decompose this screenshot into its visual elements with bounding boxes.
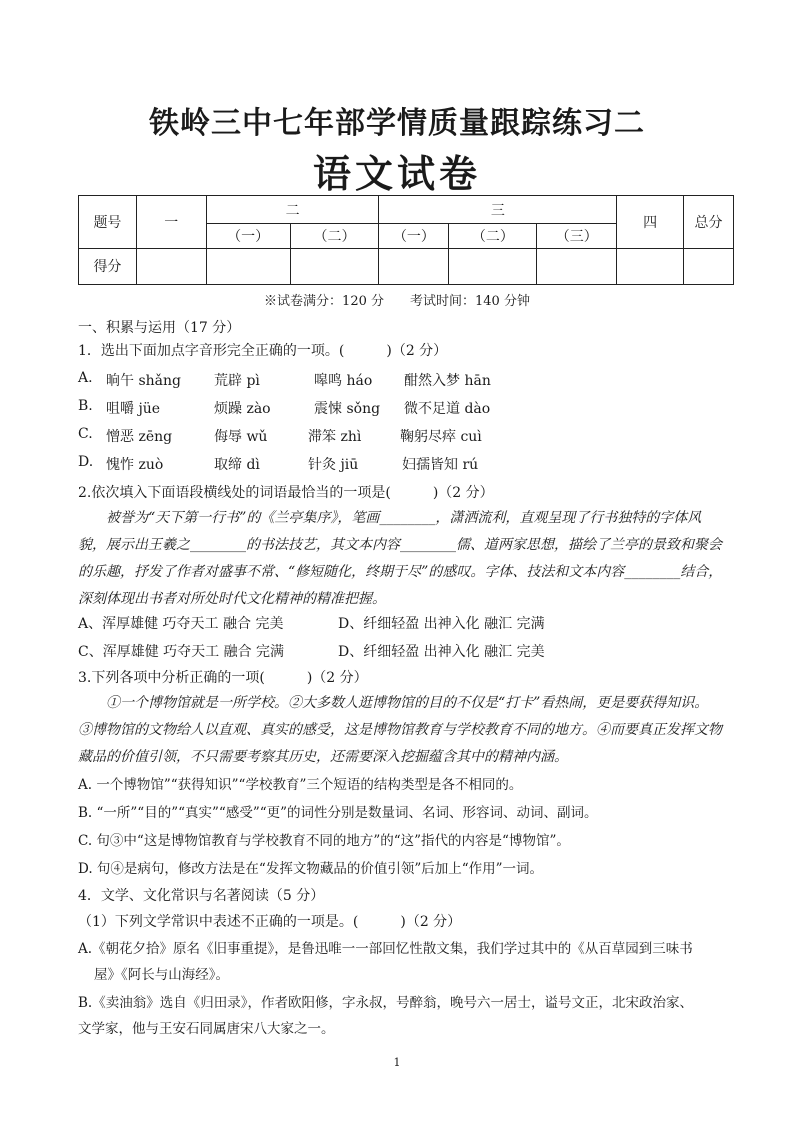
table-header-question-no: 题号 (79, 196, 137, 249)
score-table (78, 195, 734, 285)
option-item: 针灸 jiū (308, 457, 359, 473)
question-2-option-d: D、纤细轻盈 出神入化 融汇 完美 (338, 644, 545, 660)
question-2-option-a: A、浑厚雄健 巧夺天工 融合 完美 (78, 616, 284, 632)
option-item: 微不足道 dào (404, 401, 491, 417)
question-4-option-a-line-2: 屋》《阿长与山海经》。 (94, 967, 229, 983)
option-item: 震悚 sǒng (314, 401, 381, 417)
option-item: 取缔 dì (214, 457, 260, 473)
option-letter: A. (78, 370, 93, 386)
question-3-option-c: C. 句③中“这是博物馆教育与学校教育不同的地方”的“这”指代的内容是“博物馆”。 (78, 833, 570, 849)
question-3-passage (78, 690, 738, 771)
option-item: 酣然入梦 hān (404, 373, 491, 389)
section-heading: 一、积累与运用（17 分） (78, 320, 241, 336)
score-cell[interactable] (537, 248, 617, 284)
exam-subject-title: 语文试卷 (312, 151, 481, 196)
exam-info: ※试卷满分：120 分 考试时间：140 分钟 (264, 294, 530, 309)
option-item: 憎恶 zēng (106, 429, 173, 445)
passage-line: 的乐趣，抒发了作者对盛事不常、“修短随化，终期于尽”的感叹。字体、技法和文本内容________结合， (78, 564, 723, 580)
question-4-sub-1: （1）下列文学常识中表述不正确的一项是。( )（2 分） (78, 914, 462, 930)
question-4-stem: 4．文学、文化常识与名著阅读（5 分） (78, 888, 325, 904)
score-cell[interactable] (206, 248, 290, 284)
question-3-option-a: A. 一个博物馆”“获得知识”“学校教育”三个短语的结构类型是各不相同的。 (78, 777, 523, 793)
option-item: 滞笨 zhì (308, 429, 362, 445)
exam-school-title: 铁岭三中七年部学情质量跟踪练习二 (149, 106, 645, 141)
option-item: 烦躁 zào (214, 401, 271, 417)
passage-line: 被誉为“天下第一行书”的《兰亭集序》，笔画________，潇洒流利，直观呈现了行书独特的字体风 (78, 510, 702, 526)
passage-line: 藏品的价值引领，不只需要考察其历史，还需要深入挖掘蕴含其中的精神内涵。 (78, 749, 568, 765)
question-4-option-a-line-1: A.《朝花夕拾》原名《旧事重提》，是鲁迅唯一一部回忆性散文集，我们学过其中的《从百草园到三味书 (78, 941, 693, 957)
question-3-option-b: B. “一所”“目的”“真实”“感受”“更”的词性分别是数量词、名词、形容词、动词、副词。 (78, 805, 598, 821)
score-cell[interactable] (449, 248, 537, 284)
table-subheader: （一） (206, 224, 290, 248)
table-score-label: 得分 (79, 248, 137, 284)
option-item: 鞠躬尽瘁 cuì (400, 429, 482, 445)
question-3-option-d: D. 句④是病句，修改方法是在“发挥文物藏品的价值引领”后加上“作用”一词。 (78, 861, 544, 877)
score-cell[interactable] (290, 248, 379, 284)
table-subheader: （一） (379, 224, 449, 248)
table-subheader: （三） (537, 224, 617, 248)
question-1-stem: 1．选出下面加点字音形完全正确的一项。( )（2 分） (78, 343, 448, 359)
question-2-option-b: D、纤细轻盈 出神入化 融汇 完满 (338, 616, 545, 632)
passage-line: 深刻体现出书者对所处时代文化精神的精准把握。 (78, 591, 386, 607)
score-cell[interactable] (684, 248, 734, 284)
option-item: 妇孺皆知 rú (402, 457, 479, 473)
question-2-stem: 2.依次填入下面语段横线处的词语最恰当的一项是( )（2 分） (78, 485, 494, 501)
table-header-total: 总分 (684, 196, 734, 249)
question-3-stem: 3.下列各项中分析正确的一项( )（2 分） (78, 670, 368, 686)
passage-line: ①一个博物馆就是一所学校。②大多数人逛博物馆的目的不仅是“打卡”看热闹，更是要获得知识。 (78, 695, 709, 711)
table-subheader: （二） (290, 224, 379, 248)
table-header-part-two: 二 (206, 196, 379, 224)
option-item: 侮辱 wǔ (214, 429, 268, 445)
table-subheader: （二） (449, 224, 537, 248)
option-letter: B. (78, 398, 93, 414)
option-item: 晌午 shǎng (106, 373, 181, 389)
score-cell[interactable] (379, 248, 449, 284)
page-number: 1 (393, 1056, 401, 1069)
option-item: 嗥鸣 háo (314, 373, 373, 389)
table-header-part-three: 三 (379, 196, 617, 224)
option-item: 咀嚼 jüe (106, 401, 161, 417)
option-item: 愧怍 zuò (106, 457, 164, 473)
score-cell[interactable] (617, 248, 684, 284)
table-header-part-four: 四 (617, 196, 684, 249)
passage-line: ③博物馆的文物给人以直观、真实的感受，这是博物馆教育与学校教育不同的地方。④而要真正发挥文物 (78, 722, 722, 738)
option-letter: D. (78, 454, 94, 470)
score-cell[interactable] (136, 248, 206, 284)
question-4-option-b-line-1: B.《卖油翁》选自《归田录》，作者欧阳修，字永叔，号醉翁，晚号六一居士，谥号文正，北宋政治家、 (78, 995, 693, 1011)
table-header-part-one: 一 (136, 196, 206, 249)
option-letter: C. (78, 426, 93, 442)
question-2-passage (78, 505, 738, 613)
option-item: 荒辟 pì (214, 373, 260, 389)
question-2-option-c: C、浑厚雄健 巧夺天工 融合 完满 (78, 644, 285, 660)
question-4-option-b-line-2: 文学家，他与王安石同属唐宋八大家之一。 (78, 1021, 335, 1037)
passage-line: 貌，展示出王羲之________的书法技艺，其文本内容________儒、道两家思想，描绘了兰亭的景致和聚会 (78, 537, 722, 553)
